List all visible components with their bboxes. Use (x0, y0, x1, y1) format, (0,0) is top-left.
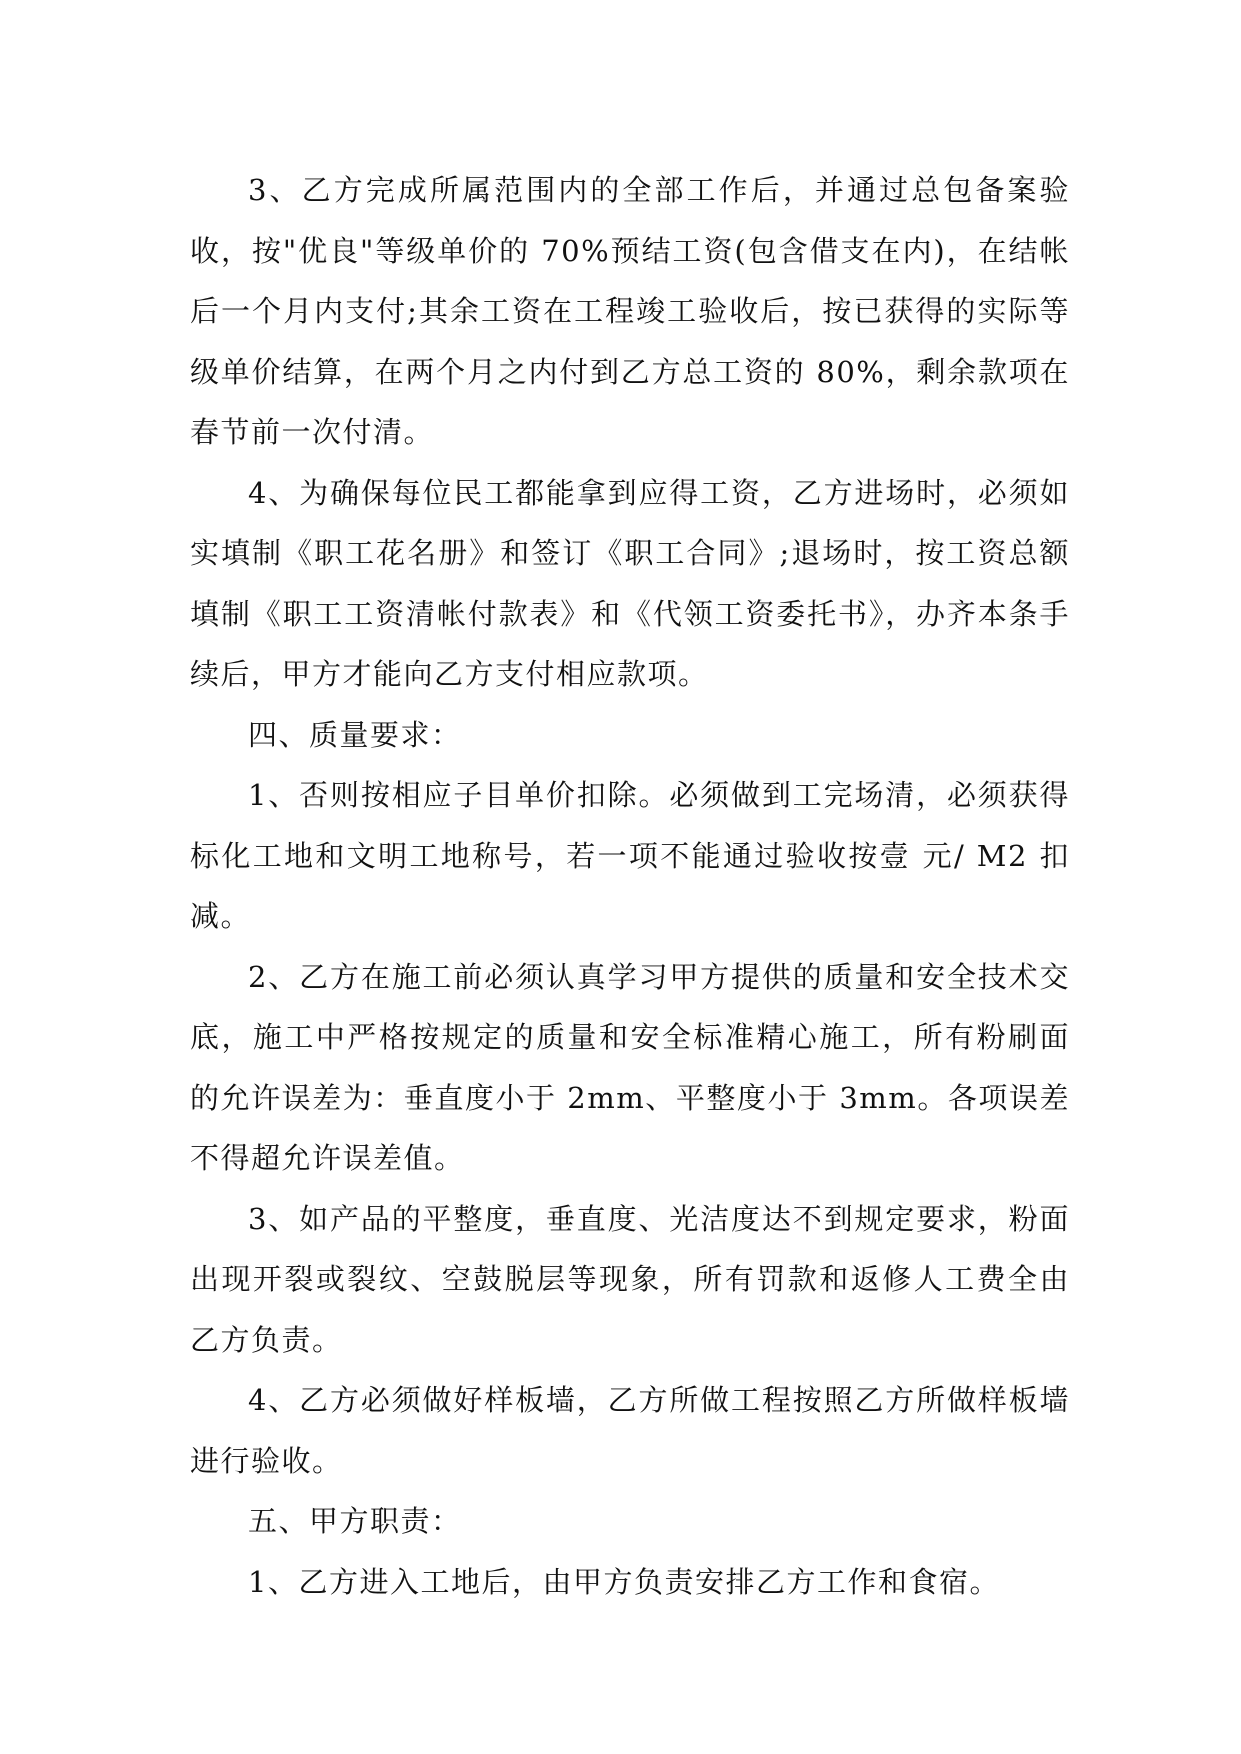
paragraph-quality-1: 1、否则按相应子目单价扣除。必须做到工完场清，必须获得标化工地和文明工地称号，若一项不能通过验收按壹 元/ M2 扣减。 (190, 778, 1070, 933)
paragraph-quality-2: 2、乙方在施工前必须认真学习甲方提供的质量和安全技术交底，施工中严格按规定的质量和安全标准精心施工，所有粉刷面的允许误差为：垂直度小于 2mm、平整度小于 3mm。各项误差不得超允许误差值。 (190, 959, 1070, 1175)
section-heading-quality: 四、质量要求： (248, 717, 462, 752)
paragraph-quality-3: 3、如产品的平整度，垂直度、光洁度达不到规定要求，粉面出现开裂或裂纹、空鼓脱层等现象，所有罚款和返修人工费全由乙方负责。 (190, 1201, 1070, 1357)
paragraph-party-a-duty-1: 1、乙方进入工地后，由甲方负责安排乙方工作和食宿。 (248, 1564, 1000, 1599)
paragraph-worker-wage-procedure: 4、为确保每位民工都能拿到应得工资，乙方进场时，必须如实填制《职工花名册》和签订《职工合同》;退场时，按工资总额填制《职工工资清帐付款表》和《代领工资委托书》，办齐本条手续后，甲方才能向乙方支付相应款项。 (190, 475, 1070, 691)
paragraph-quality-4: 4、乙方必须做好样板墙，乙方所做工程按照乙方所做样板墙进行验收。 (190, 1383, 1070, 1478)
paragraph-payment-terms: 3、乙方完成所属范围内的全部工作后，并通过总包备案验收，按"优良"等级单价的 70%预结工资(包含借支在内)，在结帐后一个月内支付;其余工资在工程竣工验收后，按已获得的实际等级单价结算，在两个月之内付到乙方总工资的 80%，剩余款项在春节前一次付清。 (190, 173, 1070, 449)
document-body (190, 160, 1070, 1612)
section-heading-party-a-duties: 五、甲方职责： (248, 1504, 462, 1538)
